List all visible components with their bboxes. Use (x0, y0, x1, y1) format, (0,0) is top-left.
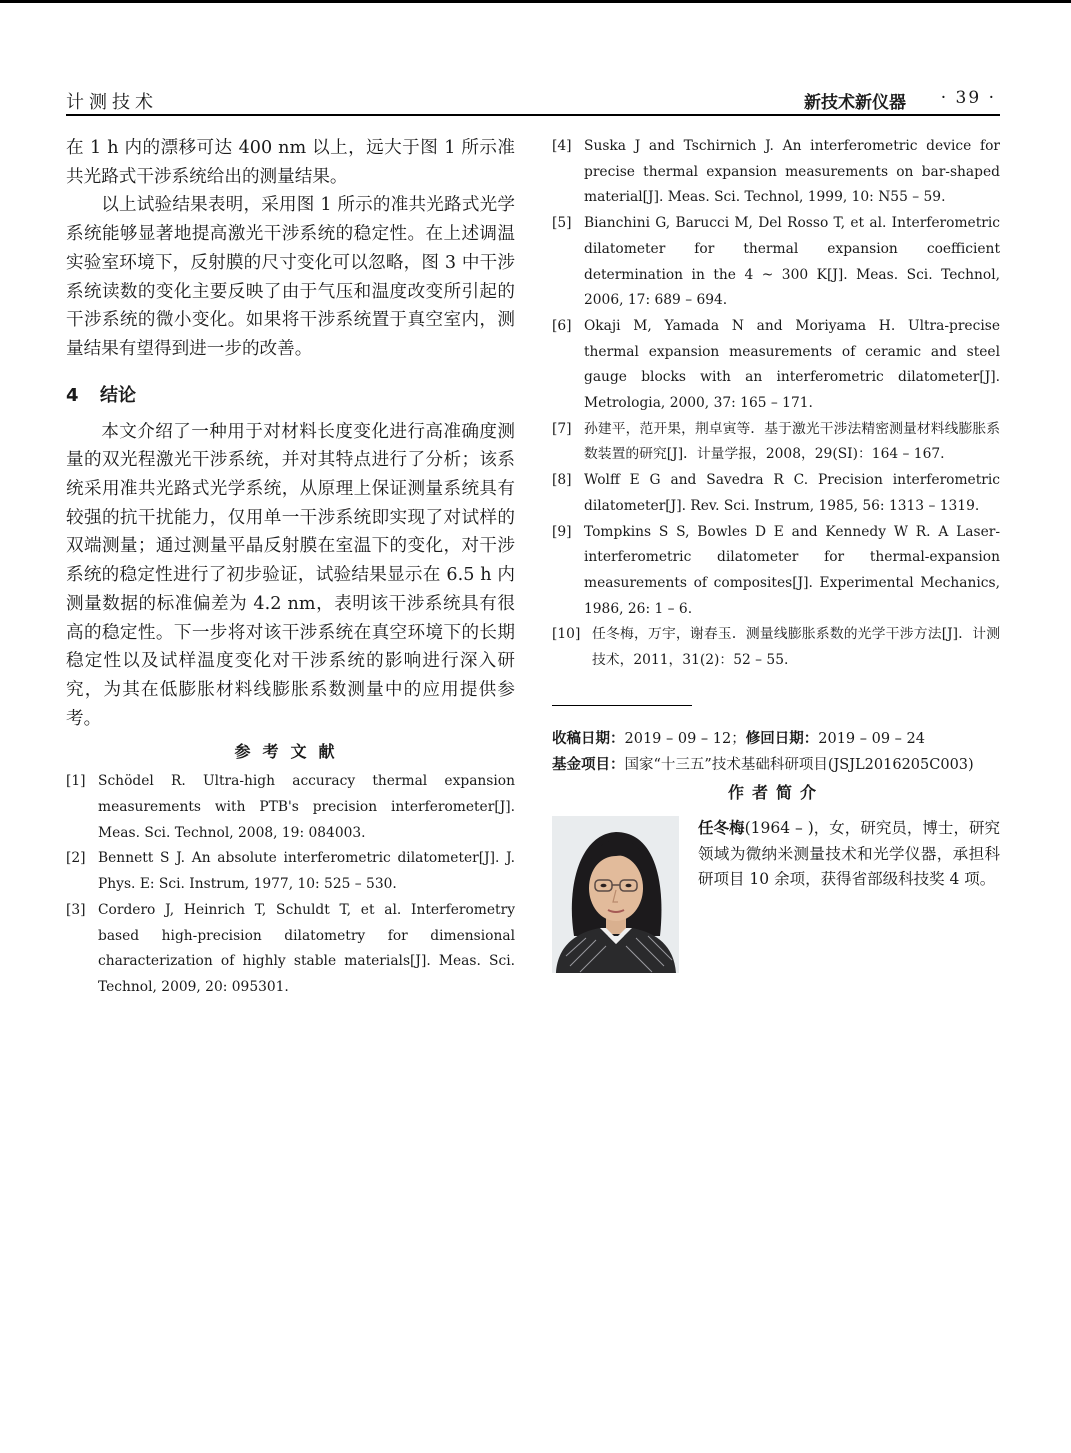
reference-text: Suska J and Tschirnich J. An interferometric device for precise thermal expansion measurements on bar-shaped material[J]. Meas. Sci. Technol, 1999, 10: N55 – 59. (584, 138, 1000, 206)
top-border (0, 0, 1071, 3)
reference-text: Cordero J, Heinrich T, Schuldt T, et al. Interferometry based high-precision dilatometry for dimensional characterization of highly stable materials[J]. Meas. Sci. Technol, 2009, 20: 095301. (98, 901, 515, 995)
reference-number: [8] (552, 472, 572, 489)
references-title: 参考文献 (234, 742, 347, 762)
received-date: 2019 – 09 – 12； (624, 731, 746, 748)
paragraph-2: 以上试验结果表明，采用图 1 所示的准共光路式光学系统能够显著地提高激光干涉系统的稳定性。在上述调温实验室环境下，反射膜的尺寸变化可以忽略，图 3 中干涉系统读数的变化主要反映了由于气压和温度改变所引起的干涉系统的微小变化。如果将干涉系统置于真空室内，测量结果有望得到进一步的改善。 (66, 195, 515, 359)
reference-text: Bianchini G, Barucci M, Del Rosso T, et al. Interferometric dilatometer for thermal expansion coefficient determination in the 4 ~ 300 K[J]. Meas. Sci. Technol, 2006, 17: 689 – 694. (584, 215, 1000, 309)
fund-label: 基金项目： (552, 757, 625, 774)
reference-number: [9] (552, 523, 572, 540)
author-name: 任冬梅 (698, 819, 745, 838)
conclusion-paragraph: 本文介绍了一种用于对材料长度变化进行高准确度测量的双光程激光干涉系统，并对其特点进行了分析；该系统采用准共光路式光学系统，从原理上保证测量系统具有较强的抗干扰能力，仅用单一干涉系统即实现了对试样的双端测量；通过测量平晶反射膜在室温下的变化，对干涉系统的稳定性进行了初步验证，试验结果显示在 6.5 h 内测量数据的标准偏差为 4.2 nm，表明该干涉系统具有很高的稳定性。下一步将对该干涉系统在真空环境下的长期稳定性以及试样温度变化对干涉系统的影响进行深入研究，为其在低膨胀材料线膨胀系数测量中的应用提供参考。 (66, 421, 515, 729)
reference-text: 任冬梅，万宇，谢春玉．测量线膨胀系数的光学干涉方法[J]．计测技术，2011，31(2)：52 – 55. (592, 626, 1000, 669)
reference-item (552, 520, 1000, 623)
reference-number: [7] (552, 420, 572, 437)
reference-number: [6] (552, 317, 572, 334)
section-4-heading (66, 381, 515, 405)
section-name: 新技术新仪器 (804, 93, 906, 113)
reference-text: 孙建平，范开果，荆卓寅等．基于激光干涉法精密测量材料线膨胀系数装置的研究[J]．计量学报，2008，29(SI)：164 – 167. (584, 420, 1000, 463)
reference-number: [1] (66, 773, 86, 790)
page-header (66, 88, 1000, 114)
paragraph-1: 在 1 h 内的漂移可达 400 nm 以上，远大于图 1 所示准共光路式干涉系统给出的测量结果。 (66, 138, 515, 187)
author-bio (698, 816, 1000, 893)
revised-date: 2019 – 09 – 24 (818, 731, 925, 748)
journal-name: 计测技术 (66, 92, 158, 113)
section-number: 4 (66, 384, 79, 406)
reference-item (552, 211, 1000, 314)
revised-label: 修回日期： (745, 731, 819, 748)
header-rule (66, 114, 1000, 116)
fund-value: 国家“十三五”技术基础科研项目(JSJL2016205C003) (624, 757, 974, 774)
reference-number: [5] (552, 215, 572, 232)
author-profile (552, 816, 1000, 976)
reference-item (552, 314, 1000, 417)
reference-text: Tompkins S S, Bowles D E and Kennedy W R. A Laser-interferometric dilatometer for thermal-expansion measurements of composites[J]. Experimental Mechanics, 1986, 26: 1 – 6. (584, 523, 1000, 617)
reference-number: [2] (66, 850, 86, 867)
reference-item (66, 898, 515, 1001)
reference-text: Schödel R. Ultra-high accuracy thermal expansion measurements with PTB's precision interferometer[J]. Meas. Sci. Technol, 2008, 19: 084003. (98, 773, 515, 841)
reference-item (552, 134, 1000, 211)
section-title: 结论 (100, 384, 136, 406)
reference-item (552, 468, 1000, 519)
fund-line (552, 752, 1000, 778)
reference-text: Wolff E G and Savedra R C. Precision interferometric dilatometer[J]. Rev. Sci. Instrum, 1985, 56: 1313 – 1319. (584, 472, 1000, 514)
reference-number: [3] (66, 901, 86, 918)
footnote-rule (552, 705, 692, 707)
received-label: 收稿日期： (552, 731, 625, 748)
right-column (552, 134, 1000, 976)
reference-item (552, 622, 1000, 673)
reference-item (552, 417, 1000, 468)
page-number: · 39 · (940, 88, 996, 108)
left-column (66, 134, 515, 1001)
dates-line (552, 726, 1000, 752)
reference-text: Okaji M, Yamada N and Moriyama H. Ultra-precise thermal expansion measurements of ceramic and steel gauge blocks with an interferometric dilatometer[J]. Metrologia, 2000, 37: 165 – 171. (584, 317, 1000, 412)
author-bio-text: (1964 – )，女，研究员，博士，研究领域为微纳米测量技术和光学仪器，承担科研项目 10 余项，获得省部级科技奖 4 项。 (698, 819, 1000, 889)
author-photo (552, 816, 679, 973)
reference-text: Bennett S J. An absolute interferometric dilatometer[J]. J. Phys. E: Sci. Instrum, 1977, 10: 525 – 530. (98, 850, 515, 893)
reference-number: [4] (552, 138, 572, 154)
author-section-title: 作者简介 (727, 783, 824, 803)
reference-number: [10] (552, 626, 581, 643)
reference-item (66, 846, 515, 897)
reference-item (66, 769, 515, 846)
